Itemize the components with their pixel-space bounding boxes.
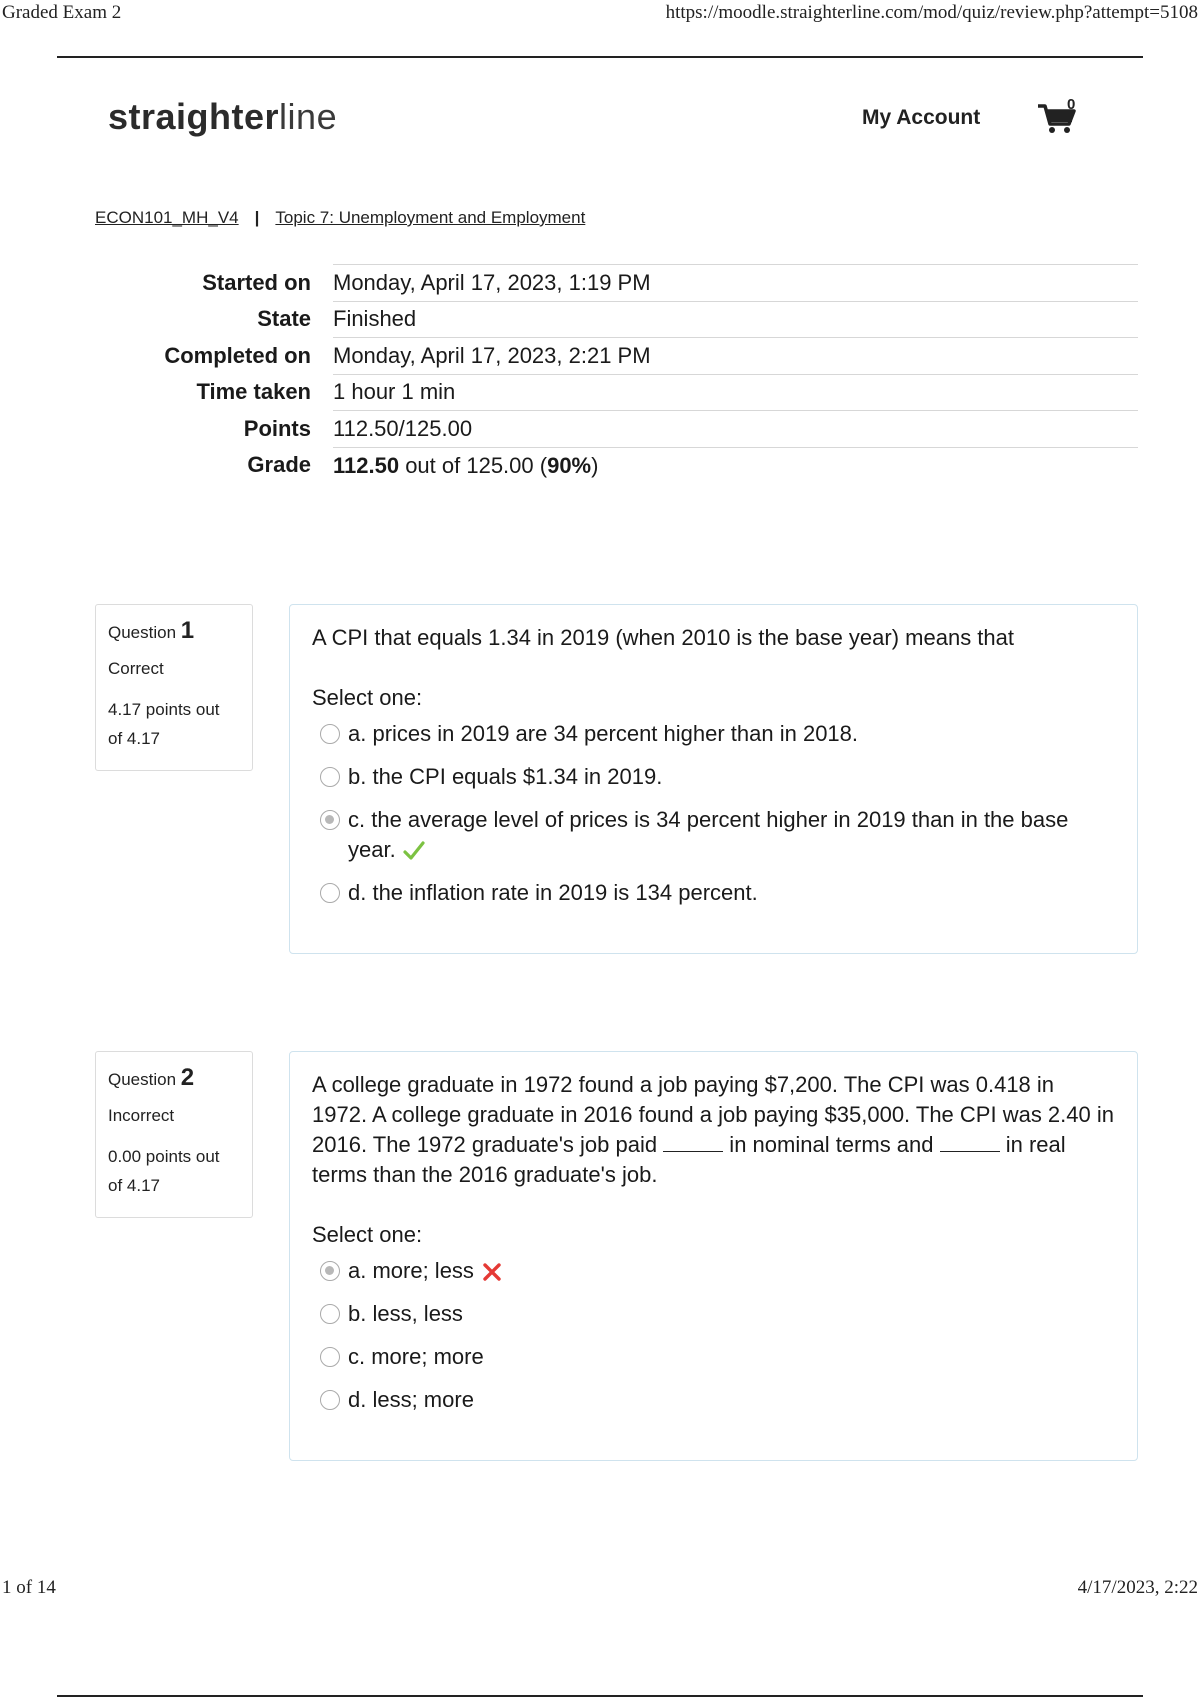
question-2-answer-c[interactable] xyxy=(320,1342,1115,1372)
radio-button[interactable] xyxy=(320,1304,340,1324)
check-icon xyxy=(402,839,426,863)
answer-text: a. prices in 2019 are 34 percent higher than in 2018. xyxy=(348,721,859,746)
state-value: Finished xyxy=(333,301,1138,338)
answer-text: a. more; less xyxy=(348,1258,474,1283)
question-2-text-part1: A college graduate in 1972 found a job paying $7,200. The CPI was 0.418 in 1972. A college graduate in 2016 found a job paying $35,000. The CPI was 2.40 in 2016. The 1972 graduate's job paid xyxy=(312,1072,1114,1157)
print-title: Graded Exam 2 xyxy=(2,2,122,23)
question-1-content xyxy=(289,604,1138,954)
question-1-label: Question xyxy=(108,623,177,642)
points-label: Points xyxy=(243,415,311,441)
question-1-answer-a[interactable] xyxy=(320,719,1115,749)
question-2-text-part3: in real terms than the 2016 graduate's job. xyxy=(312,1132,1066,1187)
time-taken-value: 1 hour 1 min xyxy=(333,374,1138,411)
breadcrumb xyxy=(95,208,585,228)
answer-blank-2 xyxy=(940,1133,1000,1152)
radio-button[interactable] xyxy=(320,1390,340,1410)
question-2-label: Question xyxy=(108,1070,177,1089)
my-account-link[interactable]: My Account xyxy=(862,106,981,129)
question-1-info xyxy=(95,604,253,771)
print-url: https://moodle.straighterline.com/mod/quiz/review.php?attempt=5108 xyxy=(665,2,1198,23)
print-page-count: 1 of 14 xyxy=(2,1577,56,1598)
answer-text: d. the inflation rate in 2019 is 134 percent. xyxy=(348,880,758,905)
question-2-info xyxy=(95,1051,253,1218)
radio-button[interactable] xyxy=(320,767,340,787)
question-2-answer-d[interactable] xyxy=(320,1385,1115,1415)
grade-out-of: out of 125.00 ( xyxy=(399,452,548,478)
question-2-grade: 0.00 points out of 4.17 xyxy=(108,1147,220,1195)
breadcrumb-separator: | xyxy=(254,208,260,227)
grade-score: 112.50 xyxy=(333,452,400,478)
radio-button-selected[interactable] xyxy=(320,1261,340,1281)
summary-row-completed xyxy=(95,338,1138,375)
print-footer xyxy=(0,1577,1200,1601)
logo-bold-text: straighter xyxy=(108,96,280,137)
logo-thin-text: line xyxy=(279,96,338,137)
radio-button-selected[interactable] xyxy=(320,810,340,830)
question-1-text: A CPI that equals 1.34 in 2019 (when 2010 is the base year) means that xyxy=(312,625,1015,650)
answer-text: c. more; more xyxy=(348,1344,484,1369)
state-label: State xyxy=(257,306,311,332)
summary-row-points xyxy=(95,411,1138,448)
summary-row-started xyxy=(95,265,1138,302)
answer-blank-1 xyxy=(663,1133,723,1152)
radio-button[interactable] xyxy=(320,724,340,744)
summary-row-state xyxy=(95,301,1138,338)
question-2-text-part2: in nominal terms and xyxy=(723,1132,940,1157)
breadcrumb-topic-link[interactable]: Topic 7: Unemployment and Employment xyxy=(275,208,586,227)
cross-icon xyxy=(480,1260,504,1284)
time-taken-label: Time taken xyxy=(196,379,311,405)
radio-button[interactable] xyxy=(320,1347,340,1367)
print-datetime: 4/17/2023, 2:22 xyxy=(1077,1577,1198,1598)
grade-value xyxy=(333,447,1138,484)
question-1-answers xyxy=(312,719,1115,908)
question-1-answer-c[interactable] xyxy=(320,805,1115,865)
question-2-answers xyxy=(312,1256,1115,1415)
question-2-answer-b[interactable] xyxy=(320,1299,1115,1329)
answer-text-wrap xyxy=(348,805,1115,865)
completed-label: Completed on xyxy=(164,342,311,368)
radio-button[interactable] xyxy=(320,883,340,903)
points-value: 112.50/125.00 xyxy=(333,411,1138,448)
started-label: Started on xyxy=(202,269,311,295)
question-2-content xyxy=(289,1051,1138,1461)
cart-count-badge: 0 xyxy=(1067,96,1076,113)
answer-text-wrap xyxy=(348,1256,1115,1286)
question-1-grade: 4.17 points out of 4.17 xyxy=(108,700,220,748)
summary-row-grade xyxy=(95,447,1138,484)
answer-text: c. the average level of prices is 34 percent higher in 2019 than in the base year. xyxy=(348,807,1069,862)
completed-value: Monday, April 17, 2023, 2:21 PM xyxy=(333,338,1138,375)
grade-close: ) xyxy=(591,452,599,478)
footer-divider xyxy=(57,1695,1143,1697)
question-1-state: Correct xyxy=(108,659,164,678)
started-value: Monday, April 17, 2023, 1:19 PM xyxy=(333,265,1138,302)
question-2-prompt: Select one: xyxy=(312,1222,423,1247)
print-header xyxy=(0,2,1200,26)
question-1-answer-b[interactable] xyxy=(320,762,1115,792)
answer-text: b. the CPI equals $1.34 in 2019. xyxy=(348,764,663,789)
attempt-summary-table xyxy=(95,264,1138,484)
straighterline-logo[interactable] xyxy=(108,96,337,138)
answer-text: d. less; more xyxy=(348,1387,474,1412)
answer-text: b. less, less xyxy=(348,1301,463,1326)
summary-row-time xyxy=(95,374,1138,411)
question-2-state: Incorrect xyxy=(108,1106,175,1125)
question-1-answer-d[interactable] xyxy=(320,878,1115,908)
grade-label: Grade xyxy=(247,452,311,478)
question-1-prompt: Select one: xyxy=(312,685,423,710)
question-2-number: 2 xyxy=(180,1064,195,1091)
question-2-answer-a[interactable] xyxy=(320,1256,1115,1286)
question-2-text xyxy=(312,1070,1115,1190)
question-1-number: 1 xyxy=(180,617,195,644)
header-divider xyxy=(57,56,1143,58)
grade-percent: 90% xyxy=(547,452,592,478)
breadcrumb-course-link[interactable]: ECON101_MH_V4 xyxy=(95,208,239,227)
